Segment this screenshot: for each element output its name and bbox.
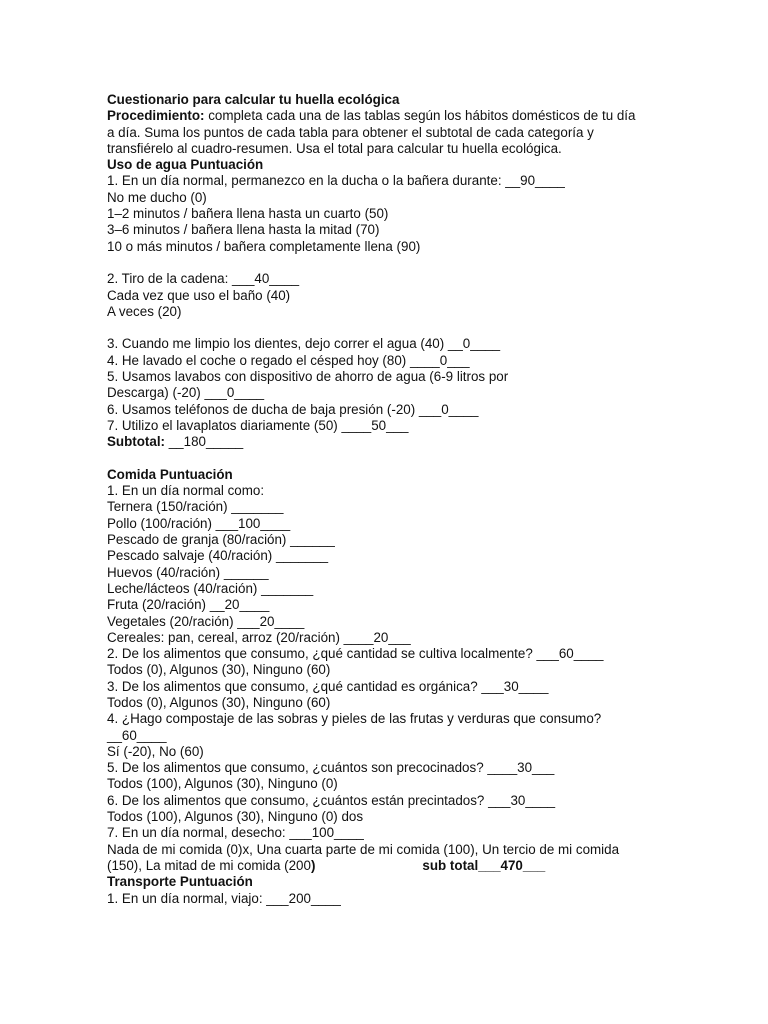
- options-comida-6: Todos (100), Algunos (30), Ninguno (0) dos: [107, 809, 364, 825]
- question-agua-2: 2. Tiro de la cadena: ___40____: [107, 271, 300, 287]
- document-title: Cuestionario para calcular tu huella ecológica: [107, 92, 400, 107]
- food-item: Huevos (40/ración) ______: [107, 564, 269, 580]
- options-comida-5: Todos (100), Algunos (30), Ninguno (0): [107, 776, 338, 792]
- question-agua-7: 7. Utilizo el lavaplatos diariamente (50) ____50___: [107, 417, 409, 433]
- question-transporte-1: 1. En un día normal, viajo: ___200____: [107, 890, 341, 906]
- food-item: Pescado salvaje (40/ración) _______: [107, 548, 329, 564]
- section-heading-agua: Uso de agua Puntuación: [107, 157, 264, 173]
- question-agua-3: 3. Cuando me limpio los dientes, dejo correr el agua (40) __0____: [107, 336, 501, 352]
- option-agua-1: No me ducho (0): [107, 189, 207, 205]
- food-item: Ternera (150/ración) _______: [107, 499, 284, 515]
- question-comida-7: 7. En un día normal, desecho: ___100____: [107, 825, 364, 841]
- food-item: Cereales: pan, cereal, arroz (20/ración) ____20___: [107, 629, 411, 645]
- options-comida-2: Todos (0), Algunos (30), Ninguno (60): [107, 662, 331, 678]
- option-agua-2: A veces (20): [107, 303, 182, 319]
- section-heading-comida: Comida Puntuación: [107, 466, 233, 482]
- question-comida-4-answer: __60____: [107, 727, 167, 743]
- procedure-paragraph: [107, 108, 707, 124]
- options-comida-4: Sí (-20), No (60): [107, 743, 204, 759]
- section-heading-transporte: Transporte Puntuación: [107, 874, 253, 890]
- procedure-label: Procedimiento:: [107, 108, 205, 124]
- document-page: [107, 92, 707, 907]
- food-item: Fruta (20/ración) __20____: [107, 597, 270, 613]
- question-agua-1: 1. En un día normal, permanezco en la ducha o la bañera durante: __90____: [107, 173, 565, 189]
- subtotal-comida: sub total___470___: [422, 857, 546, 873]
- subtotal-label: Subtotal:: [107, 434, 166, 450]
- food-item: Vegetales (20/ración) ___20____: [107, 613, 305, 629]
- options-comida-7: Nada de mi comida (0)x, Una cuarta parte de mi comida (100), Un tercio de mi comida: [107, 841, 620, 857]
- options-comida-3: Todos (0), Algunos (30), Ninguno (60): [107, 694, 331, 710]
- food-item: Pollo (100/ración) ___100____: [107, 515, 291, 531]
- question-comida-1: 1. En un día normal como:: [107, 483, 265, 499]
- question-agua-5-cont: Descarga) (-20) ___0____: [107, 385, 265, 401]
- subtotal-value: __180_____: [165, 434, 244, 450]
- procedure-text: completa cada una de las tablas según los hábitos domésticos de tu día: [204, 108, 636, 124]
- question-agua-5: 5. Usamos lavabos con dispositivo de ahorro de agua (6-9 litros por: [107, 369, 509, 385]
- food-item: Leche/lácteos (40/ración) _______: [107, 580, 314, 596]
- question-comida-5: 5. De los alimentos que consumo, ¿cuántos son precocinados? ____30___: [107, 760, 555, 776]
- food-item: Pescado de granja (80/ración) ______: [107, 532, 335, 548]
- question-comida-6: 6. De los alimentos que consumo, ¿cuántos están precintados? ___30____: [107, 792, 556, 808]
- spacer: [107, 320, 707, 336]
- subtotal-agua: [107, 434, 707, 450]
- option-agua-2: Cada vez que uso el baño (40): [107, 287, 291, 303]
- question-comida-2: 2. De los alimentos que consumo, ¿qué cantidad se cultiva localmente? ___60____: [107, 646, 604, 662]
- question-comida-3: 3. De los alimentos que consumo, ¿qué cantidad es orgánica? ___30____: [107, 678, 549, 694]
- procedure-text-line-3: transfiérelo al cuadro-resumen. Usa el total para calcular tu huella ecológica.: [107, 140, 562, 156]
- question-agua-6: 6. Usamos teléfonos de ducha de baja presión (-20) ___0____: [107, 401, 479, 417]
- option-agua-1: 1–2 minutos / bañera llena hasta un cuarto (50): [107, 206, 389, 222]
- spacer: [107, 255, 707, 271]
- option-agua-1: 10 o más minutos / bañera completamente llena (90): [107, 238, 421, 254]
- options-comida-7-paren: ): [310, 857, 316, 873]
- question-comida-4: 4. ¿Hago compostaje de las sobras y pieles de las frutas y verduras que consumo?: [107, 711, 602, 727]
- question-agua-4: 4. He lavado el coche o regado el césped hoy (80) ____0___: [107, 352, 470, 368]
- options-comida-7-text: (150), La mitad de mi comida (200: [107, 857, 311, 873]
- procedure-text-line-2: a día. Suma los puntos de cada tabla para obtener el subtotal de cada categoría y: [107, 124, 594, 140]
- spacer: [107, 451, 707, 467]
- options-comida-7-cont: [107, 858, 707, 874]
- option-agua-1: 3–6 minutos / bañera llena hasta la mitad (70): [107, 222, 380, 238]
